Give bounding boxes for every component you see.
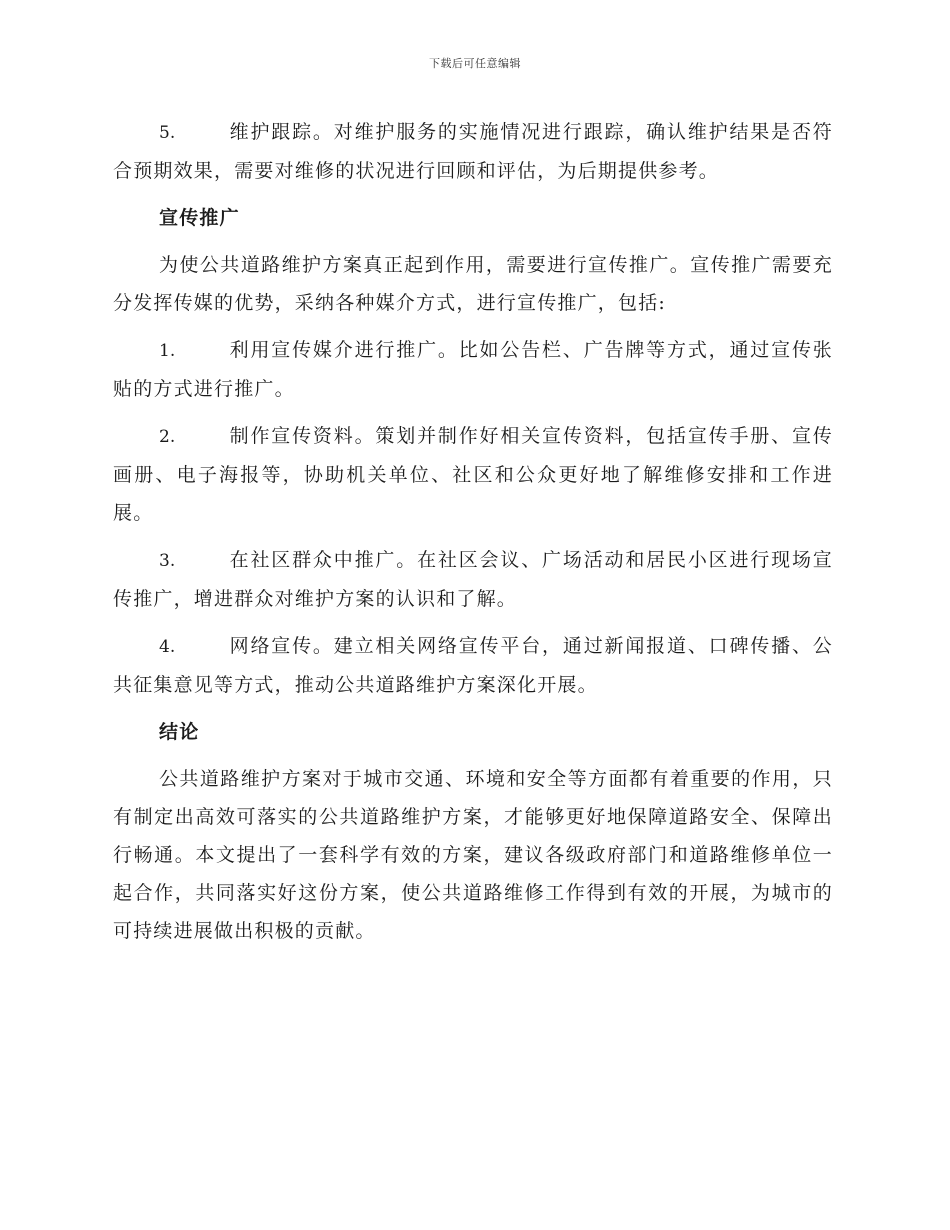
list-item-text: 利用宣传媒介进行推广。比如公告栏、广告牌等方式，通过宣传张贴的方式进行推广。 [113, 339, 833, 400]
list-item-promotion-1 [113, 331, 833, 408]
section-heading-conclusion: 结论 [159, 721, 200, 743]
list-item-text: 网络宣传。建立相关网络宣传平台，通过新闻报道、口碑传播、公共征集意见等方式，推动公共道路维护方案深化开展。 [113, 635, 833, 696]
conclusion-paragraph: 公共道路维护方案对于城市交通、环境和安全等方面都有着重要的作用，只有制定出高效可落实的公共道路维护方案，才能够更好地保障道路安全、保障出行畅通。本文提出了一套科学有效的方案，建议各级政府部门和道路维修单位一起合作，共同落实好这份方案，使公共道路维修工作得到有效的开展，为城市的可持续进展做出积极的贡献。 [113, 768, 833, 942]
section-heading-promotion: 宣传推广 [159, 207, 240, 229]
page-header: 下载后可任意编辑 [429, 57, 521, 70]
list-item-promotion-4 [113, 627, 833, 704]
document-body [113, 113, 833, 959]
list-item-promotion-2 [113, 417, 833, 532]
list-number: 2. [159, 427, 176, 447]
list-item-text: 维护跟踪。对维护服务的实施情况进行跟踪，确认维护结果是否符合预期效果，需要对维修的状况进行回顾和评估，为后期提供参考。 [113, 121, 833, 182]
list-number: 4. [159, 637, 176, 657]
list-number: 1. [159, 341, 176, 361]
list-number: 3. [159, 551, 176, 571]
list-item-text: 在社区群众中推广。在社区会议、广场活动和居民小区进行现场宣传推广，增进群众对维护方案的认识和了解。 [113, 549, 833, 610]
list-item-promotion-3 [113, 541, 833, 618]
list-item-text: 制作宣传资料。策划并制作好相关宣传资料，包括宣传手册、宣传画册、电子海报等，协助机关单位、社区和公众更好地了解维修安排和工作进展。 [113, 425, 833, 524]
list-item-maintenance-5 [113, 113, 833, 190]
list-number: 5. [159, 123, 176, 143]
promotion-intro-paragraph: 为使公共道路维护方案真正起到作用，需要进行宣传推广。宣传推广需要充分发挥传媒的优势，采纳各种媒介方式，进行宣传推广，包括: [113, 254, 833, 314]
